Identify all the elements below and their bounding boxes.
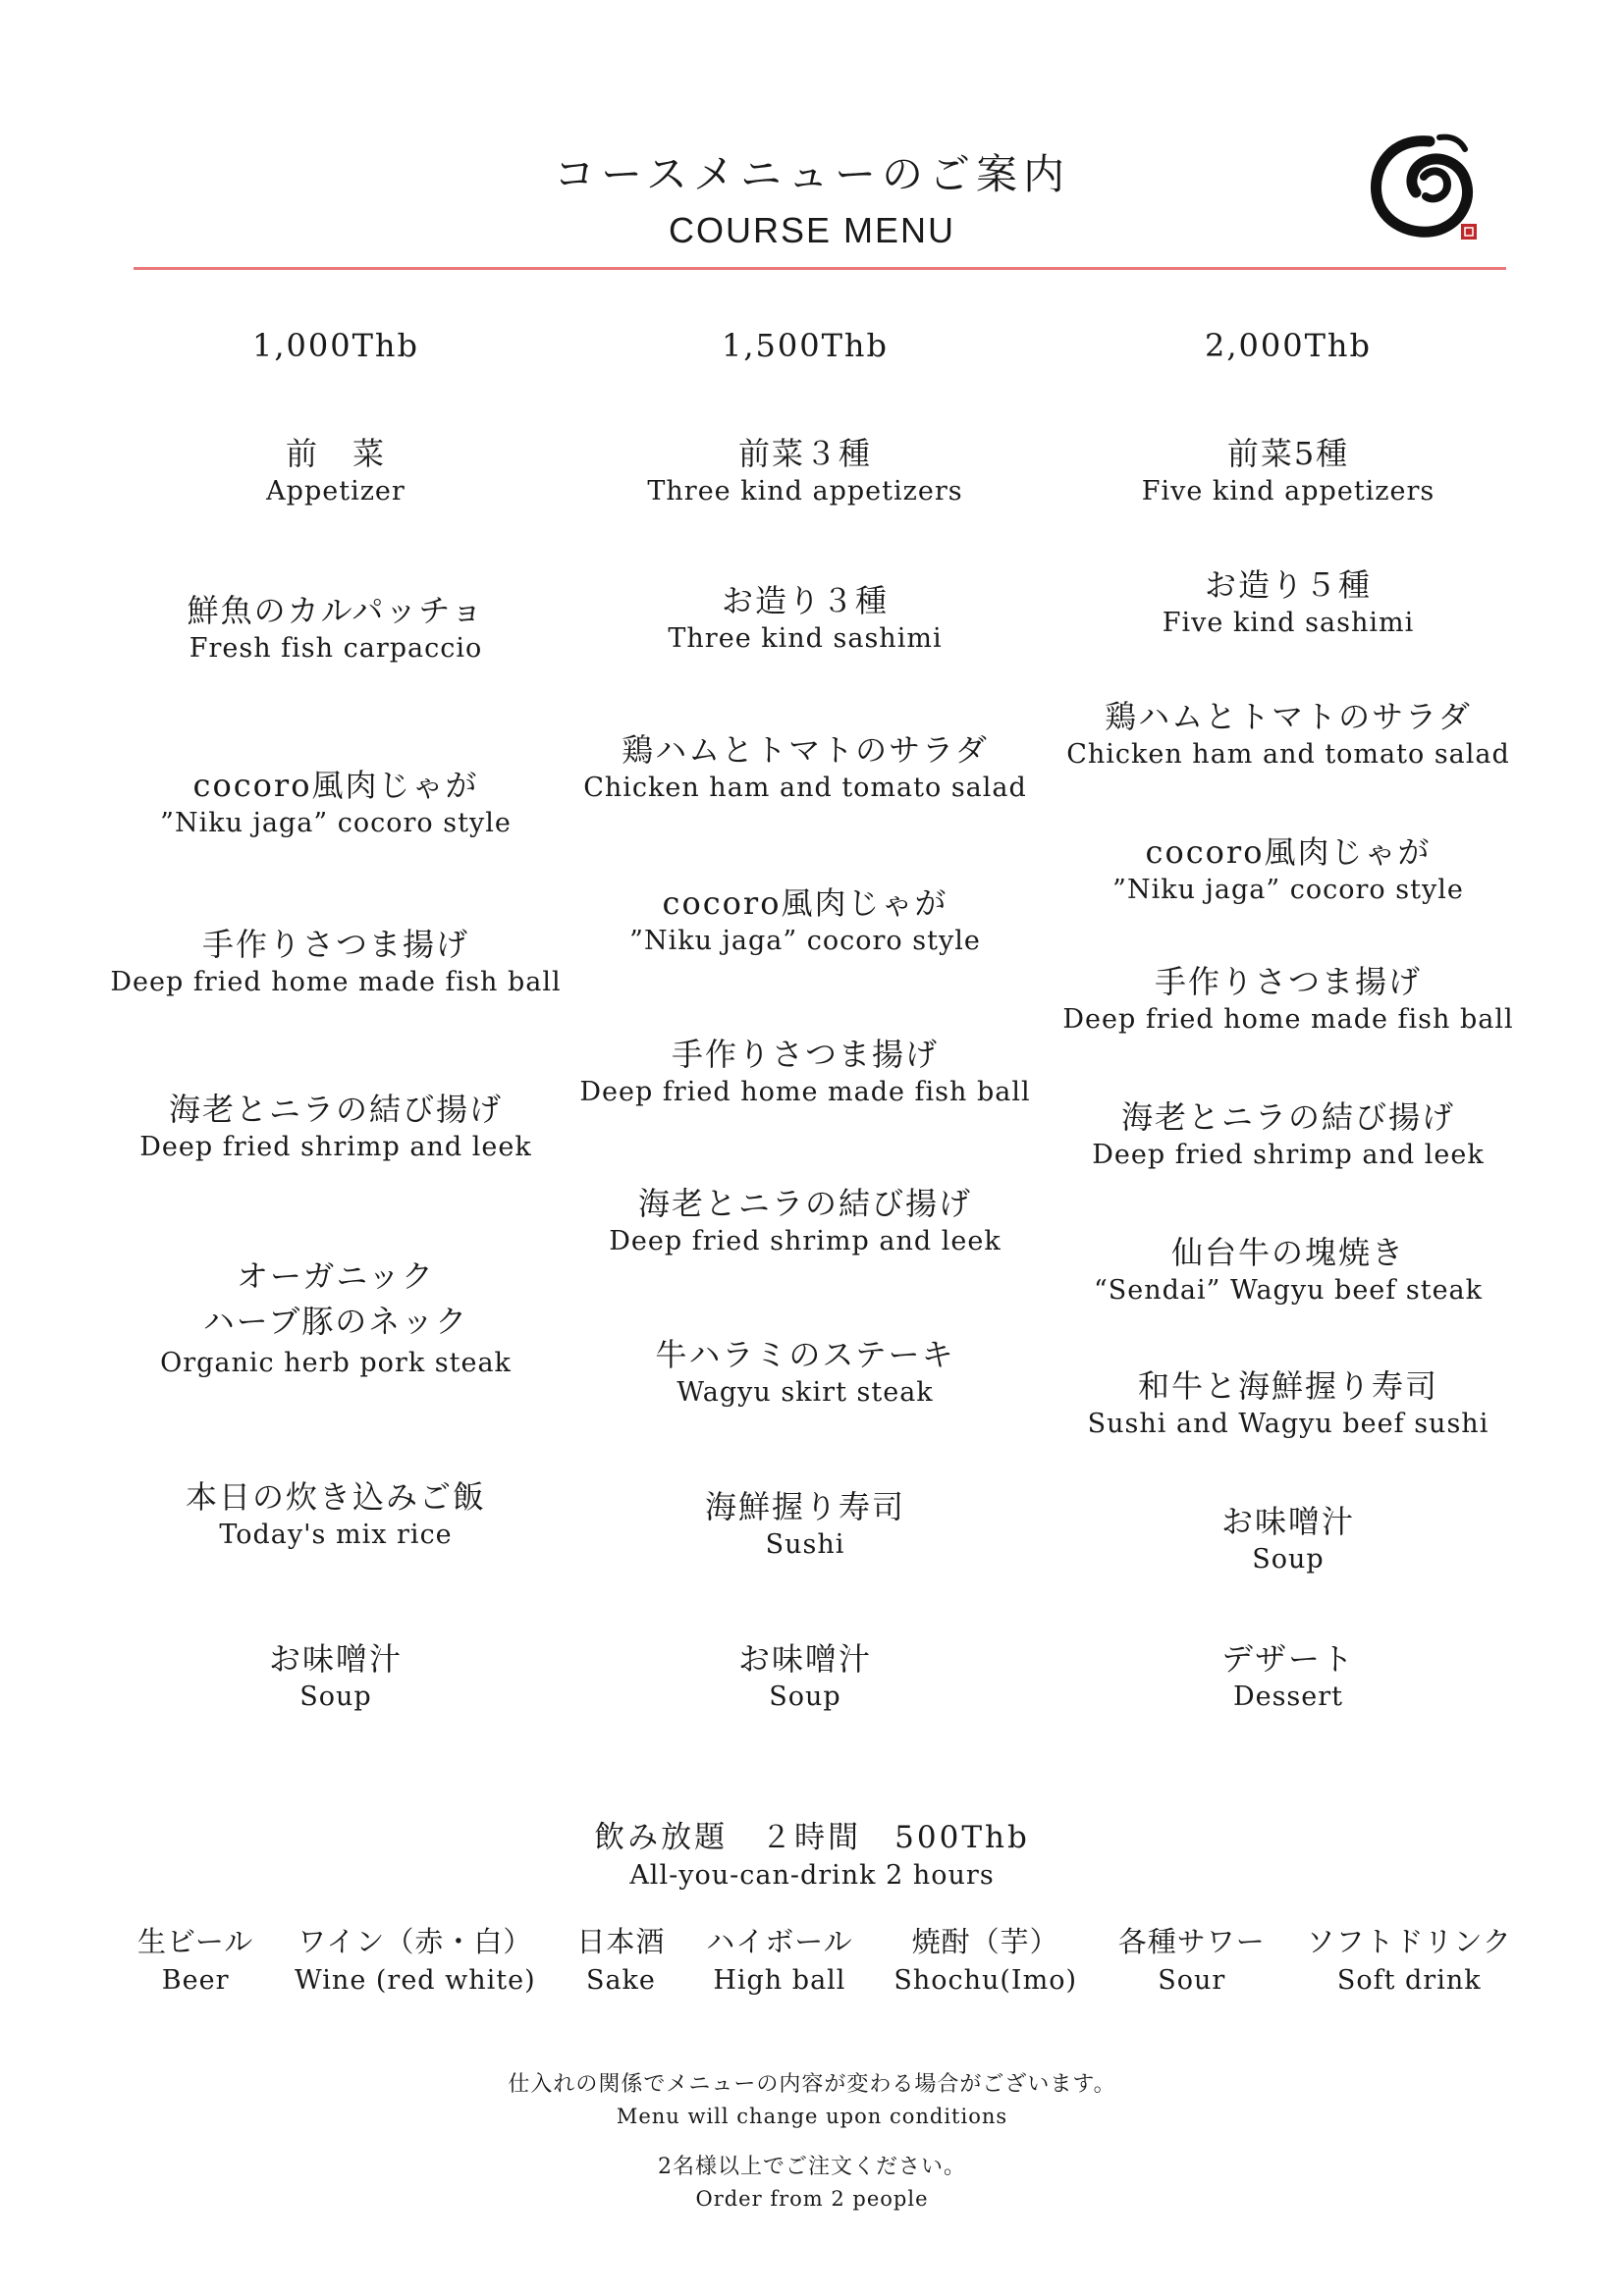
dish-item (1053, 1097, 1524, 1174)
dish-name-ja: 前菜5種 (1226, 435, 1350, 472)
enso-logo-icon (1363, 128, 1490, 245)
dish-name-ja: お味噌汁 (737, 1640, 872, 1678)
drink-name-en: Wine (red white) (295, 1965, 536, 1996)
drink-name-ja: ハイボール (706, 1925, 853, 1958)
dish-name-ja: 手作りさつま揚げ (201, 926, 469, 963)
dish-name-ja: cocoro風肉じゃが (662, 884, 948, 922)
title-english: COURSE MENU (668, 210, 956, 250)
dish-item (100, 1477, 571, 1554)
dish-name-ja: 海老とニラの結び揚げ (168, 1091, 503, 1128)
dish-name-en: ”Niku jaga” cocoro style (629, 926, 981, 956)
dish-name-ja: お味噌汁 (268, 1640, 403, 1678)
drink-name-en: Beer (161, 1965, 230, 1996)
drink-name-en: Shochu(Imo) (893, 1965, 1077, 1996)
dish-item (1053, 1639, 1524, 1716)
dish-name-en: Dessert (1232, 1682, 1344, 1712)
course-price: 2,000Thb (1204, 327, 1373, 364)
note-menu-change-en: Menu will change upon conditions (616, 2105, 1008, 2128)
dish-name-en: Chicken ham and tomato salad (1066, 739, 1510, 770)
dish-name-ja: 前 菜 (285, 435, 386, 472)
dish-name-en: Sushi and Wagyu beef sushi (1087, 1409, 1489, 1439)
dish-item (569, 883, 1041, 960)
dish-item (100, 925, 571, 1001)
dish-name-ja: 海鮮握り寿司 (704, 1488, 905, 1525)
dish-name-en: ”Niku jaga” cocoro style (160, 808, 512, 838)
drink-item (1118, 1922, 1266, 2001)
dish-name-en: Soup (1252, 1544, 1325, 1575)
dish-item (569, 434, 1041, 510)
note-min-order-ja: 2名様以上でご注文ください。 (658, 2155, 966, 2179)
dish-item (569, 730, 1041, 807)
dish-name-en: Soup (769, 1682, 841, 1712)
drink-item (295, 1922, 536, 2001)
dish-name-ja: 鮮魚のカルパッチョ (187, 592, 485, 629)
dish-item (100, 1639, 571, 1716)
dish-name-ja: 和牛と海鮮握り寿司 (1137, 1367, 1438, 1405)
drink-item (576, 1922, 665, 2001)
dish-item (569, 1335, 1041, 1412)
dish-item (569, 1184, 1041, 1260)
dish-item (1053, 1502, 1524, 1578)
drink-name-ja: ソフトドリンク (1306, 1925, 1512, 1958)
dish-name-ja: 牛ハラミのステーキ (655, 1336, 955, 1373)
drink-name-ja: 日本酒 (576, 1925, 666, 1958)
dish-item (1053, 697, 1524, 774)
dish-name-ja: お造り５種 (1204, 566, 1372, 604)
title-divider (134, 267, 1506, 270)
dish-name-ja-line2: ハーブ豚のネック (202, 1303, 469, 1340)
dish-name-ja: お造り３種 (721, 582, 889, 619)
dish-name-en: Organic herb pork steak (160, 1348, 512, 1378)
dish-item (1053, 434, 1524, 510)
drink-name-en: Sour (1158, 1965, 1226, 1996)
dish-name-ja: お味噌汁 (1220, 1503, 1355, 1540)
dish-name-en: Today's mix rice (219, 1520, 453, 1550)
dish-name-ja: 鶏ハムとトマトのサラダ (1105, 698, 1472, 735)
dish-name-ja: 本日の炊き込みご飯 (185, 1478, 486, 1516)
dish-name-en: Deep fried shrimp and leek (1092, 1140, 1485, 1170)
note-spacer (0, 2132, 1624, 2152)
dish-name-ja: 手作りさつま揚げ (671, 1036, 939, 1073)
dish-item (569, 1035, 1041, 1111)
dish-name-en: Three kind sashimi (668, 623, 943, 654)
dish-item (100, 766, 571, 842)
dish-name-en: Fresh fish carpaccio (189, 633, 483, 664)
dish-name-ja: 仙台牛の塊焼き (1170, 1234, 1405, 1271)
dish-name-en: Sushi (765, 1529, 845, 1560)
dish-name-en: Soup (299, 1682, 372, 1712)
dish-name-en: ”Niku jaga” cocoro style (1112, 875, 1464, 905)
dish-name-en: Deep fried home made fish ball (110, 967, 562, 997)
dish-name-ja: 海老とニラの結び揚げ (1120, 1098, 1455, 1136)
dish-name-ja: 前菜３種 (737, 435, 872, 472)
dish-name-en: Appetizer (266, 476, 406, 507)
dish-item (100, 1256, 571, 1382)
dish-item (100, 434, 571, 510)
drink-name-en: Sake (585, 1965, 656, 1996)
dish-name-en: Five kind appetizers (1141, 476, 1435, 507)
dish-name-ja: 手作りさつま揚げ (1154, 963, 1422, 1000)
drinks-heading-ja: 飲み放題 ２時間 500Thb (594, 1820, 1030, 1855)
dish-name-en: Five kind sashimi (1162, 608, 1415, 638)
dish-name-ja: デザート (1220, 1640, 1355, 1678)
drink-name-ja: 各種サワー (1117, 1925, 1266, 1958)
note-menu-change-ja: 仕入れの関係でメニューの内容が変わる場合がございます。 (508, 2072, 1116, 2097)
drink-name-ja: ワイン（赤・白） (298, 1925, 533, 1958)
drink-name-en: Soft drink (1336, 1965, 1482, 1996)
dish-item (1053, 1366, 1524, 1443)
drinks-list (137, 1922, 1512, 2001)
note-min-order-en: Order from 2 people (695, 2187, 929, 2211)
dish-name-en: Deep fried shrimp and leek (139, 1132, 532, 1162)
dish-name-en: Chicken ham and tomato salad (583, 773, 1027, 803)
dish-item (569, 1487, 1041, 1564)
dish-item (569, 581, 1041, 658)
dish-item (569, 1639, 1041, 1716)
dish-item (1053, 962, 1524, 1039)
dish-name-ja: 鶏ハムとトマトのサラダ (622, 731, 989, 769)
dish-name-en: “Sendai” Wagyu beef steak (1093, 1275, 1484, 1306)
drink-item (706, 1922, 852, 2001)
course-price: 1,000Thb (251, 327, 420, 364)
dish-name-en: Deep fried home made fish ball (579, 1077, 1031, 1107)
drink-name-en: High ball (713, 1965, 846, 1996)
drink-item (893, 1922, 1077, 2001)
dish-name-ja: オーガニック (236, 1257, 436, 1295)
dish-item (1053, 1233, 1524, 1309)
dish-item (100, 591, 571, 667)
drink-name-ja: 生ビール (137, 1925, 254, 1958)
dish-name-en: Deep fried home made fish ball (1062, 1004, 1514, 1035)
dish-name-ja: cocoro風肉じゃが (192, 767, 479, 804)
drink-item (1307, 1922, 1512, 2001)
drink-item (137, 1922, 253, 2001)
dish-name-en: Wagyu skirt steak (677, 1377, 934, 1408)
dish-name-en: Three kind appetizers (647, 476, 963, 507)
drinks-heading-en: All-you-can-drink 2 hours (629, 1860, 995, 1891)
dish-item (1053, 565, 1524, 642)
dish-name-en: Deep fried shrimp and leek (609, 1226, 1001, 1256)
drink-name-ja: 焼酎（芋） (911, 1925, 1059, 1958)
title-japanese: コースメニューのご案内 (554, 150, 1070, 198)
footer-notes (0, 2069, 1624, 2215)
dish-item (1053, 832, 1524, 909)
dish-name-ja: 海老とニラの結び揚げ (637, 1185, 972, 1222)
dish-item (100, 1090, 571, 1166)
all-you-can-drink-heading (0, 1818, 1624, 1895)
course-price: 1,500Thb (721, 327, 890, 364)
dish-name-ja: cocoro風肉じゃが (1145, 833, 1432, 871)
